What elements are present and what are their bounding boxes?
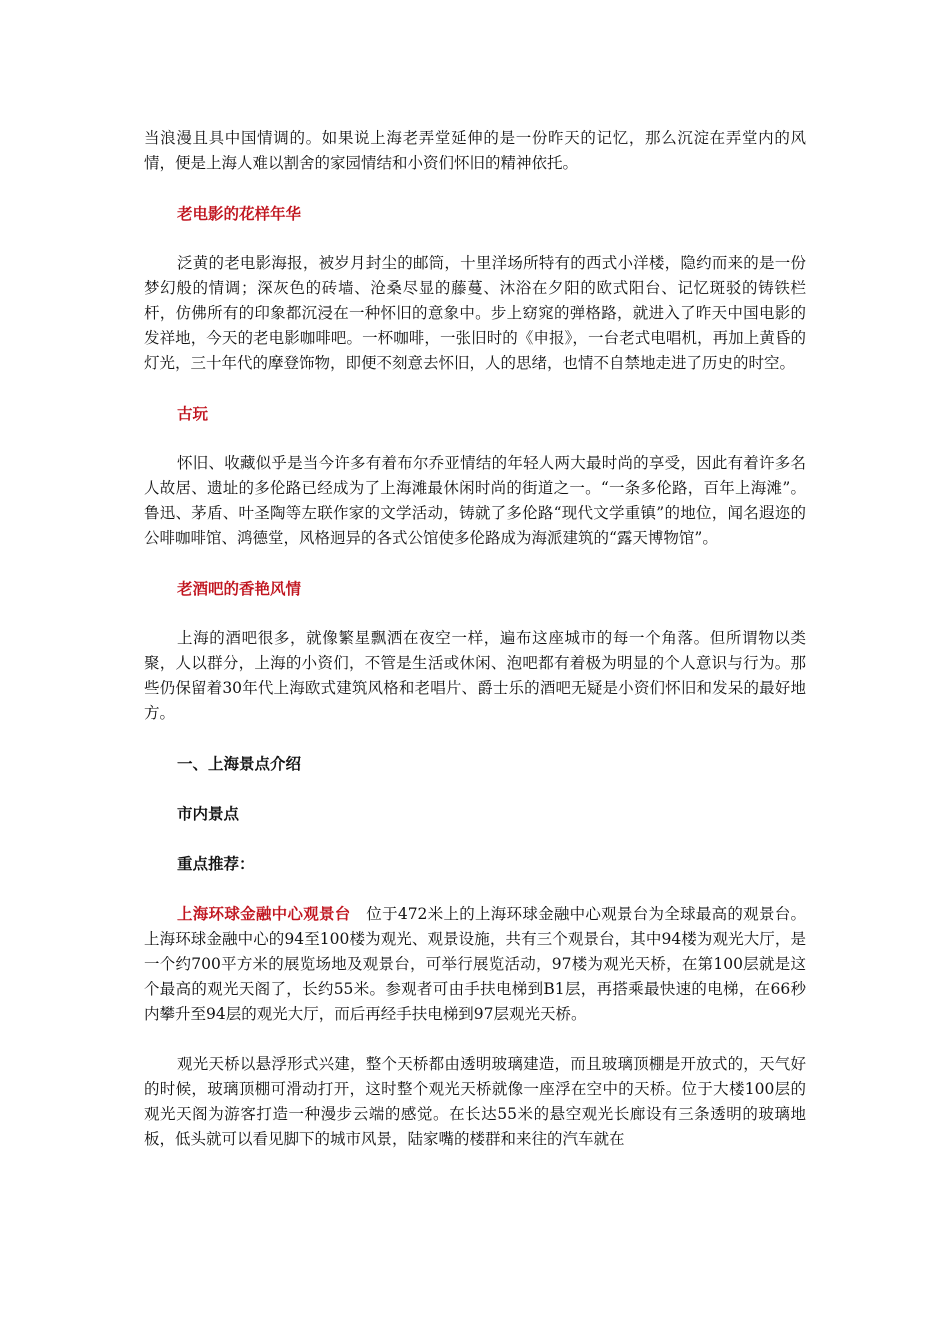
paragraph-swfc [144,901,806,1027]
paragraph-antiques: 怀旧、收藏似乎是当今许多有着布尔乔亚情结的年轻人两大最时尚的享受，因此有着许多名人故居、遗址的多伦路已经成为了上海滩最休闲时尚的街道之一。“一条多伦路，百年上海滩”。鲁迅、茅盾、叶圣陶等左联作家的文学活动，铸就了多伦路“现代文学重镇”的地位，闻名遐迩的公啡咖啡馆、鸿德堂，风格迥异的各式公馆使多伦路成为海派建筑的“露天博物馆”。 [144,454,806,547]
swfc-title: 上海环球金融中心观景台 [177,904,351,923]
paragraph-intro: 当浪漫且具中国情调的。如果说上海老弄堂延伸的是一份昨天的记忆，那么沉淀在弄堂内的风情，便是上海人难以割舍的家园情结和小资们怀旧的精神依托。 [144,129,806,172]
heading-old-bars: 老酒吧的香艳风情 [177,579,302,598]
heading-old-movies: 老电影的花样年华 [177,204,302,223]
heading-section-one: 一、上海景点介绍 [177,754,302,773]
paragraph-old-bars: 上海的酒吧很多，就像繁星飘洒在夜空一样，遍布这座城市的每一个角落。但所谓物以类聚，人以群分，上海的小资们，不管是生活或休闲、泡吧都有着极为明显的个人意识与行为。那些仍保留着30年代上海欧式建筑风格和老唱片、爵士乐的酒吧无疑是小资们怀旧和发呆的最好地方。 [144,629,806,722]
paragraph-skywalk: 观光天桥以悬浮形式兴建，整个天桥都由透明玻璃建造，而且玻璃顶棚是开放式的，天气好的时候，玻璃顶棚可滑动打开，这时整个观光天桥就像一座浮在空中的天桥。位于大楼100层的观光天阁为游客打造一种漫步云端的感觉。在长达55米的悬空观光长廊设有三条透明的玻璃地板，低头就可以看见脚下的城市风景，陆家嘴的楼群和来往的汽车就在 [144,1055,806,1148]
heading-city-attractions: 市内景点 [177,804,240,823]
swfc-body: 位于472米上的上海环球金融中心观景台为全球最高的观景台。上海环球金融中心的94至100楼为观光、观景设施，共有三个观景台，其中94楼为观光大厅，是一个约700平方米的展览场地及观景台，可举行展览活动，97楼为观光天桥，在第100层就是这个最高的观光天阁了，长约55米。参观者可由手扶电梯到B1层，再搭乘最快速的电梯，在66秒内攀升至94层的观光大厅，而后再经手扶电梯到97层观光天桥。 [144,905,806,1023]
heading-recommendations: 重点推荐： [177,854,255,873]
document-page [144,126,806,1152]
paragraph-old-movies: 泛黄的老电影海报，被岁月封尘的邮筒，十里洋场所特有的西式小洋楼，隐约而来的是一份梦幻般的情调；深灰色的砖墙、沧桑尽显的藤蔓、沐浴在夕阳的欧式阳台、记忆斑驳的铸铁栏杆，仿佛所有的印象都沉浸在一种怀旧的意象中。步上窈窕的弹格路，就进入了昨天中国电影的发祥地，今天的老电影咖啡吧。一杯咖啡，一张旧时的《申报》，一台老式电唱机，再加上黄昏的灯光，三十年代的摩登饰物，即便不刻意去怀旧，人的思绪，也情不自禁地走进了历史的时空。 [144,254,806,372]
heading-antiques: 古玩 [177,404,209,423]
